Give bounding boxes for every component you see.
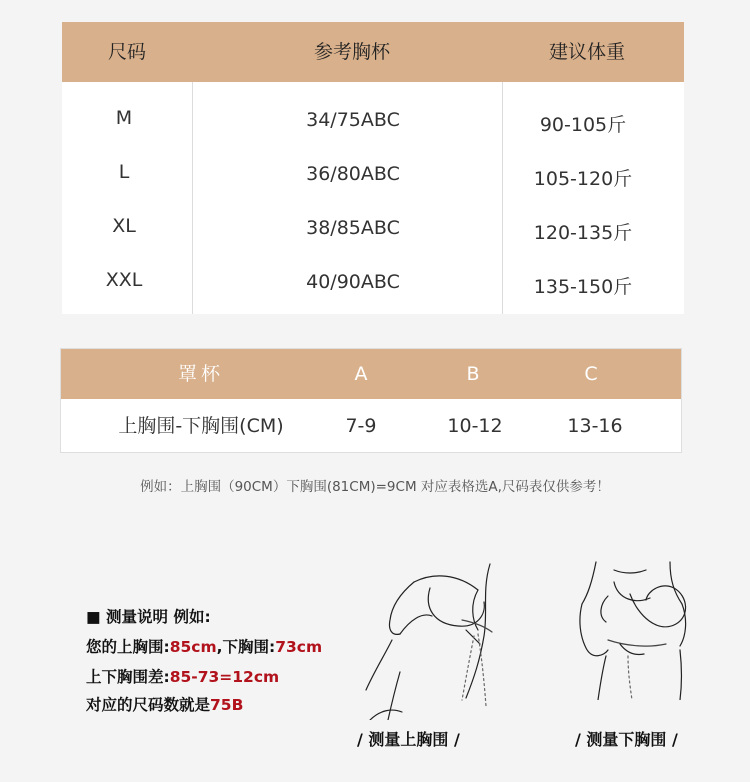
upper-bust-label: 您的上胸围: — [86, 638, 170, 656]
row-l-size: L — [118, 161, 130, 183]
row-m-size: M — [115, 107, 133, 129]
caption-under-bust: / 测量下胸围 / — [575, 730, 678, 749]
cup-a-value: 7-9 — [345, 415, 377, 437]
header-cup-a: A — [354, 363, 368, 385]
cup-b-value: 10-12 — [447, 415, 503, 437]
row-xl-weight: 120-135斤 — [533, 222, 633, 244]
under-bust-label: 下胸围: — [222, 638, 276, 656]
header-cup-label: 罩杯 — [177, 363, 224, 385]
under-bust-value: 73cm — [275, 638, 323, 656]
row-xxl-size: XXL — [105, 269, 143, 291]
result-label: 对应的尺码数就是 — [86, 696, 211, 714]
example-note: 例如：上胸围（90CM）下胸围(81CM)=9CM 对应表格选A,尺码表仅供参考！ — [140, 479, 610, 495]
guide-line-3 — [86, 693, 243, 715]
header-cup-c: C — [584, 363, 598, 385]
upper-bust-illustration — [362, 560, 522, 720]
under-bust-illustration — [570, 560, 710, 700]
cup-c-value: 13-16 — [567, 415, 623, 437]
size-table-header — [62, 22, 684, 82]
difference-label: 上下胸围差: — [86, 668, 170, 686]
guide-line-1 — [86, 635, 322, 657]
guide-line-2 — [86, 665, 279, 687]
cup-table-header — [61, 349, 681, 399]
header-cup: 参考胸杯 — [313, 41, 390, 63]
cup-table — [60, 348, 682, 453]
row-xl-size: XL — [112, 215, 136, 237]
column-divider — [192, 82, 193, 314]
row-l-weight: 105-120斤 — [533, 168, 633, 190]
result-value: 75B — [210, 696, 244, 714]
row-xxl-weight: 135-150斤 — [533, 276, 633, 298]
upper-bust-value: 85cm — [169, 638, 217, 656]
row-l-cup: 36/80ABC — [306, 163, 400, 185]
row-xxl-cup: 40/90ABC — [306, 271, 400, 293]
difference-value: 85-73=12cm — [169, 668, 280, 686]
cup-row-label: 上胸围-下胸围(CM) — [118, 415, 284, 437]
separator: , — [216, 638, 223, 656]
caption-upper-bust: / 测量上胸围 / — [357, 730, 460, 749]
header-cup-b: B — [466, 363, 480, 385]
header-size: 尺码 — [107, 41, 146, 63]
header-weight: 建议体重 — [548, 41, 625, 63]
row-m-weight: 90-105斤 — [539, 114, 627, 136]
guide-heading: ■ 测量说明 例如: — [86, 608, 211, 626]
row-xl-cup: 38/85ABC — [306, 217, 400, 239]
row-m-cup: 34/75ABC — [306, 109, 400, 131]
size-table — [62, 22, 684, 314]
